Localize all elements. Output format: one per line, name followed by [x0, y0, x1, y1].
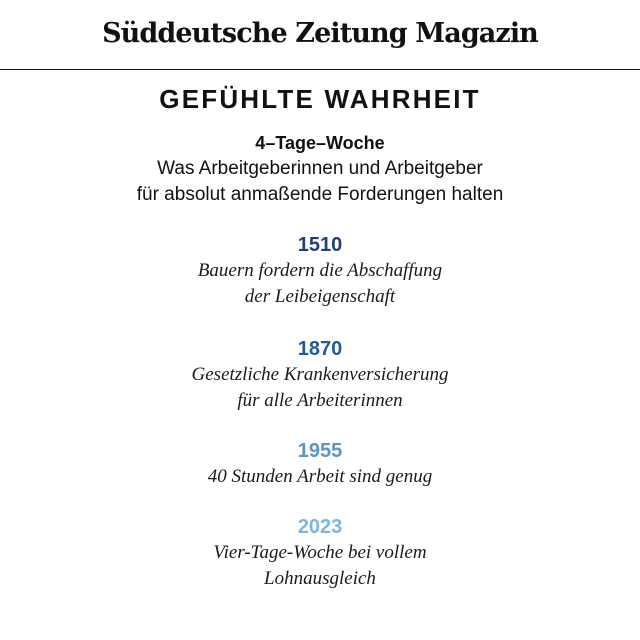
timeline-description-line-1: Gesetzliche Krankenversicherung [191, 364, 449, 385]
intro-line-2: für absolut anmaßende Forderungen halten [136, 184, 504, 205]
timeline-entry-1510 [0, 232, 640, 310]
timeline-entry-1870 [0, 336, 640, 414]
intro-kicker: 4–Tage–Woche [255, 133, 385, 153]
intro [0, 130, 640, 208]
masthead-logo: Süddeutsche Zeitung Magazin [102, 18, 538, 49]
timeline-entry-2023 [0, 514, 640, 592]
timeline-entry-1955 [0, 438, 640, 490]
timeline-description-line-1: Bauern fordern die Abschaffung [197, 260, 443, 281]
timeline-description-line-2: Lohnausgleich [264, 568, 376, 589]
intro-line-1: Was Arbeitgeberinnen und Arbeitgeber [157, 158, 483, 179]
timeline-year: 1955 [297, 440, 343, 462]
masthead [0, 0, 640, 70]
timeline-description-line-1: Vier-Tage-Woche bei vollem [213, 542, 427, 563]
timeline-year: 1870 [297, 338, 343, 360]
timeline-description-line-1: 40 Stunden Arbeit sind genug [207, 466, 433, 487]
timeline-description-line-2: der Leibeigenschaft [244, 286, 396, 307]
timeline-description-line-2: für alle Arbeiterinnen [237, 390, 403, 411]
timeline-year: 1510 [297, 234, 343, 256]
page-title: GEFÜHLTE WAHRHEIT [159, 84, 481, 114]
timeline-year: 2023 [297, 516, 343, 538]
